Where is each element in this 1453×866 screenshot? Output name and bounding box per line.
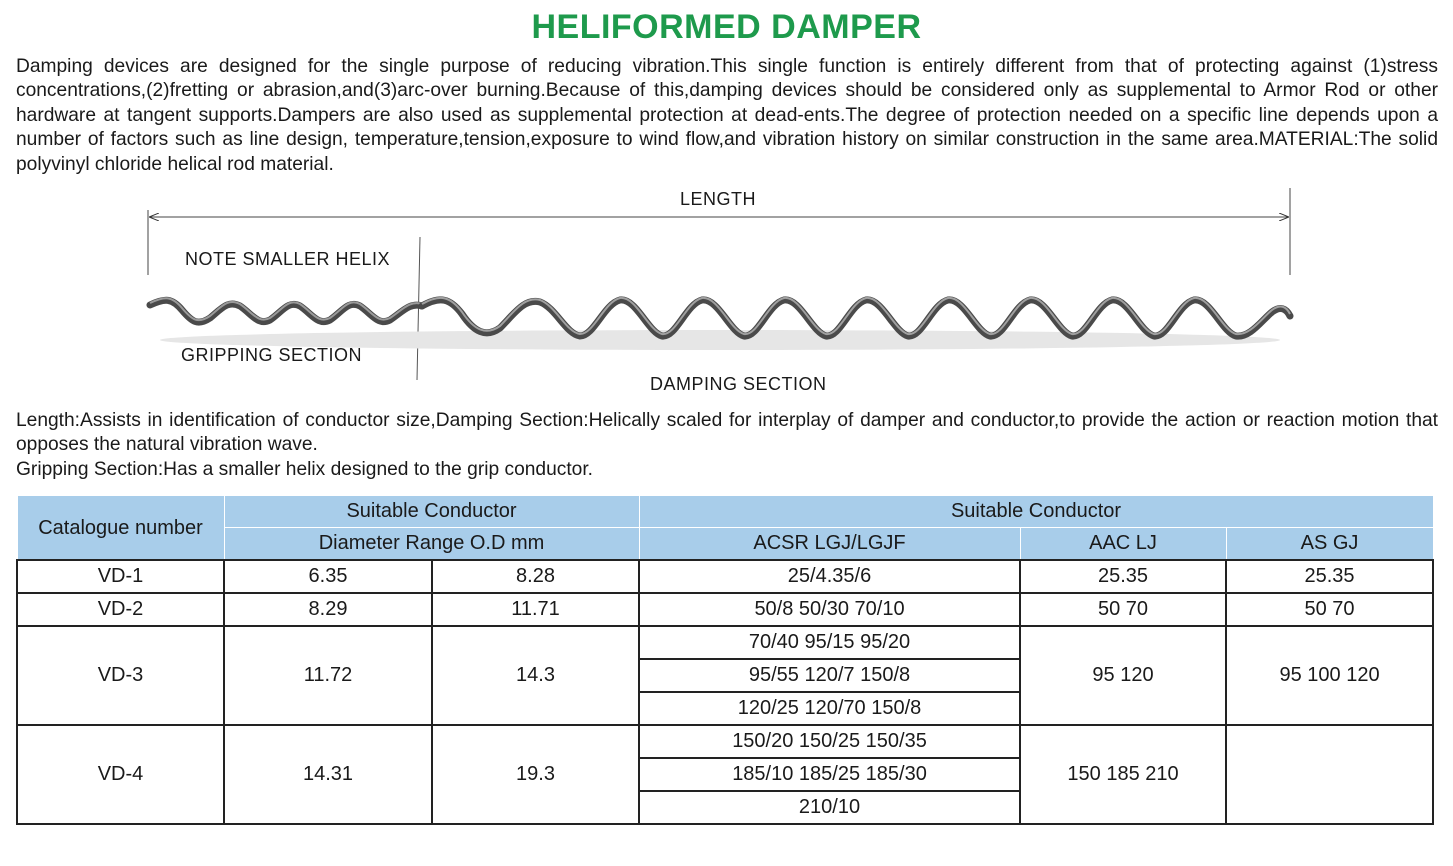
spec-table <box>16 495 1434 825</box>
cell-diameter-max: 19.3 <box>432 725 639 824</box>
cell-diameter-min: 6.35 <box>224 560 432 593</box>
header-aac: AAC LJ <box>1020 528 1226 561</box>
table-subheader-row <box>17 528 1433 561</box>
header-suitable-conductor-1: Suitable Conductor <box>224 496 639 528</box>
header-catalogue: Catalogue number <box>17 496 224 561</box>
cell-diameter-max: 11.71 <box>432 593 639 626</box>
length-note: Length:Assists in identification of conductor size,Damping Section:Helically scaled for interplay of damper and conductor,to provide the action or reaction motion that opposes the natural vibration wave. <box>16 410 1438 456</box>
cell-aac: 50 70 <box>1020 593 1226 626</box>
notes-paragraph <box>16 409 1438 482</box>
page-title: HELIFORMED DAMPER <box>531 8 922 46</box>
note-smaller-helix-label: NOTE SMALLER HELIX <box>185 249 391 269</box>
table-row <box>17 725 1433 758</box>
cell-diameter-min: 8.29 <box>224 593 432 626</box>
cell-as: 50 70 <box>1226 593 1433 626</box>
table-header-row <box>17 496 1433 528</box>
cell-diameter-max: 14.3 <box>432 626 639 725</box>
cell-aac: 25.35 <box>1020 560 1226 593</box>
length-label: LENGTH <box>680 189 757 209</box>
cell-as: 95 100 120 <box>1226 626 1433 725</box>
cell-catalogue: VD-4 <box>17 725 224 824</box>
cell-acsr: 120/25 120/70 150/8 <box>639 692 1020 725</box>
cell-as: 25.35 <box>1226 560 1433 593</box>
header-diameter-range: Diameter Range O.D mm <box>224 528 639 561</box>
cell-diameter-min: 14.31 <box>224 725 432 824</box>
cell-catalogue: VD-3 <box>17 626 224 725</box>
damper-illustration <box>0 180 1453 405</box>
cell-acsr: 50/8 50/30 70/10 <box>639 593 1020 626</box>
cell-as <box>1226 725 1433 824</box>
cell-acsr: 70/40 95/15 95/20 <box>639 626 1020 659</box>
header-suitable-conductor-2: Suitable Conductor <box>639 496 1433 528</box>
cell-acsr: 210/10 <box>639 791 1020 824</box>
gripping-section-label: GRIPPING SECTION <box>181 345 363 365</box>
gripping-note: Gripping Section:Has a smaller helix designed to the grip conductor. <box>16 458 594 480</box>
cell-diameter-max: 8.28 <box>432 560 639 593</box>
cell-aac: 150 185 210 <box>1020 725 1226 824</box>
table-row <box>17 593 1433 626</box>
table-row <box>17 626 1433 659</box>
damper-diagram <box>0 180 1453 405</box>
cell-acsr: 150/20 150/25 150/35 <box>639 725 1020 758</box>
header-as: AS GJ <box>1226 528 1433 561</box>
intro-paragraph: Damping devices are designed for the single purpose of reducing vibration.This single function is entirely different from that of protecting against (1)stress concentrations,(2)fretting or abrasion,and(3)arc-over burning.Because of this,damping devices should be considered only as supplemental to Armor Rod or other hardware at tangent supports.Dampers are also used as supplemental protection at dead-ents.The degree of protection needed on a specific line depends upon a number of factors such as line design, temperature,tension,exposure to wind flow,and vibration history on similar construction in the same area.MATERIAL:The solid polyvinyl chloride helical rod material. <box>16 56 1438 175</box>
cell-catalogue: VD-2 <box>17 593 224 626</box>
cell-acsr: 95/55 120/7 150/8 <box>639 659 1020 692</box>
cell-catalogue: VD-1 <box>17 560 224 593</box>
cell-acsr: 25/4.35/6 <box>639 560 1020 593</box>
header-acsr: ACSR LGJ/LGJF <box>639 528 1020 561</box>
damping-section-label: DAMPING SECTION <box>650 374 827 394</box>
cell-diameter-min: 11.72 <box>224 626 432 725</box>
cell-aac: 95 120 <box>1020 626 1226 725</box>
table-row <box>17 560 1433 593</box>
cell-acsr: 185/10 185/25 185/30 <box>639 758 1020 791</box>
